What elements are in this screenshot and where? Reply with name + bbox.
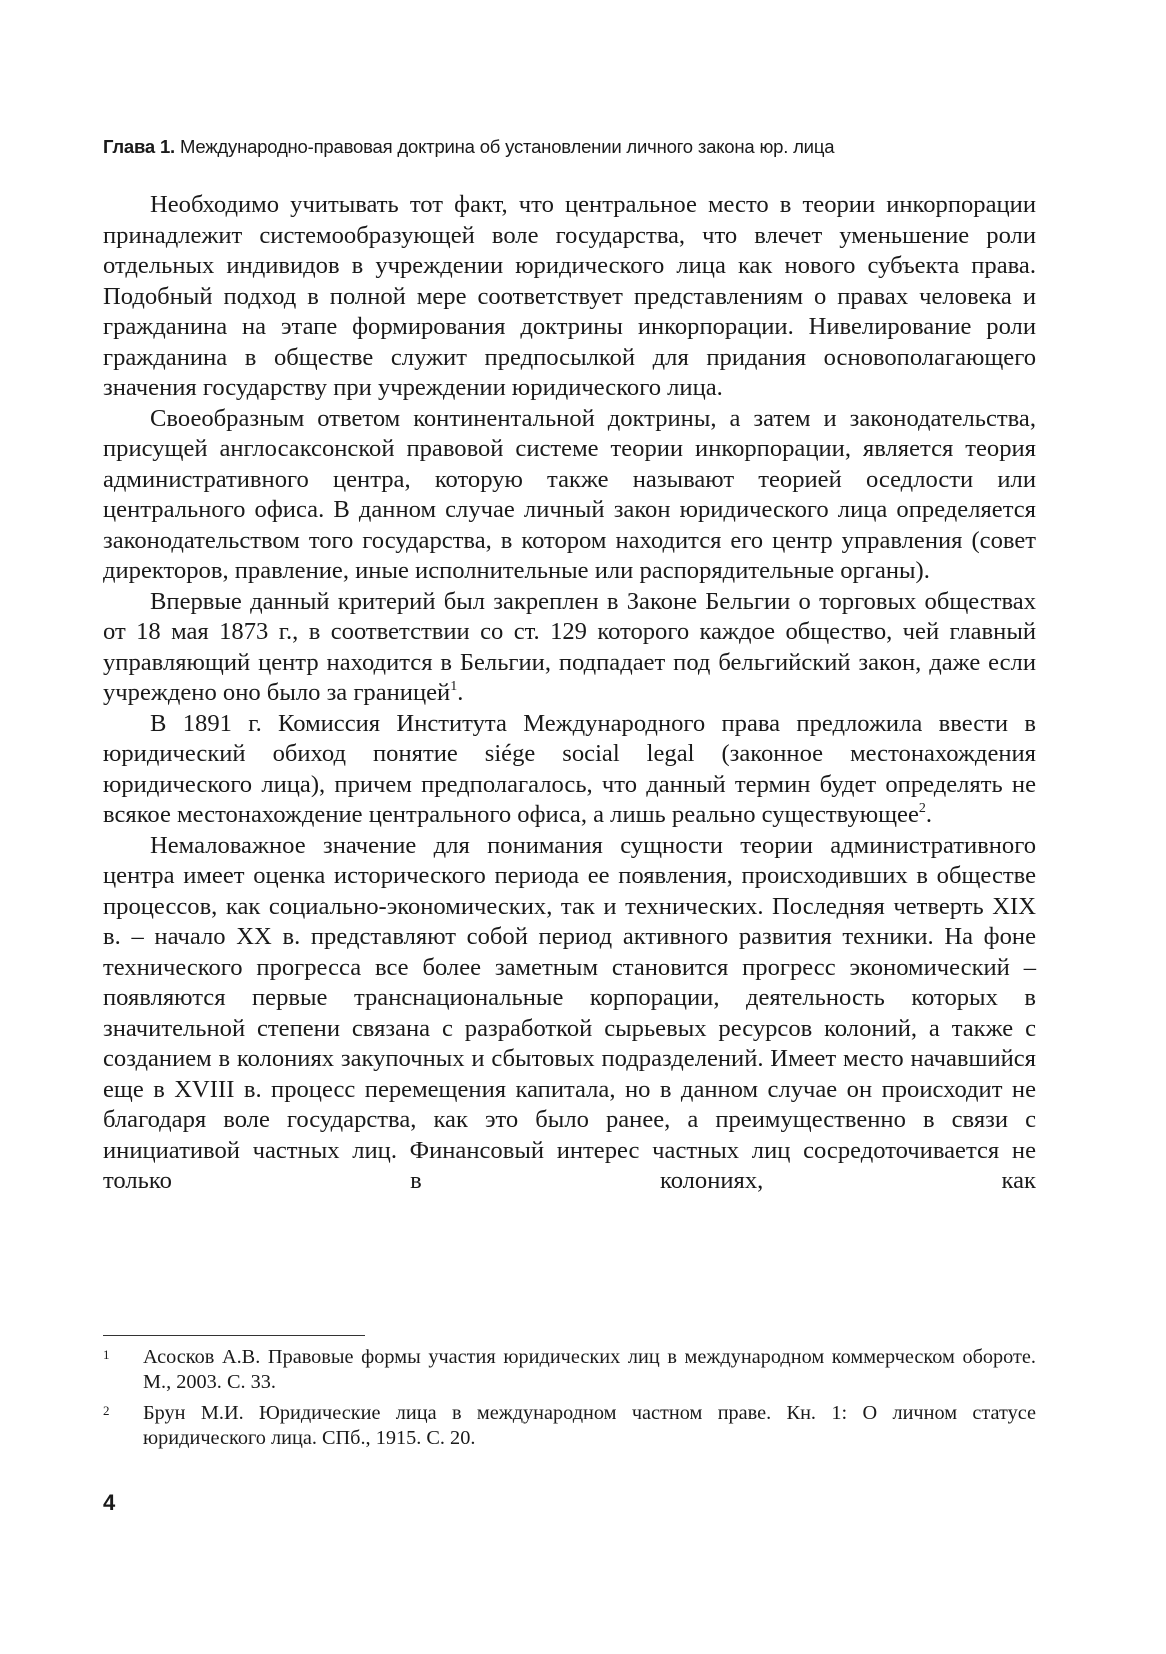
paragraph [103, 190, 1036, 404]
chapter-label: Глава 1. [103, 136, 175, 157]
footnote-number: 2 [103, 1403, 110, 1418]
body-text [103, 190, 1036, 1197]
paragraph-text: В 1891 г. Комиссия Института Международного права предложила ввести в юридический обиход понятие siége social legal (законное местонахождения юридического лица), причем предполагалось, что данный термин будет определять не всякое местонахождение центрального офиса, а лишь реально существующее [103, 709, 1036, 828]
paragraph [103, 404, 1036, 587]
paragraph-text: Впервые данный критерий был закреплен в Законе Бельгии о торговых обществах от 18 мая 1873 г., в соответствии со ст. 129 которого каждое общество, чей главный управляющий центр находится в Бельгии, подпадает под бельгийский закон, даже если учреждено оно было за границей [103, 587, 1036, 706]
footnote-text: Брун М.И. Юридические лица в международном частном праве. Кн. 1: О личном статусе юридического лица. СПб., 1915. С. 20. [143, 1402, 1036, 1449]
footnote-ref[interactable]: 1 [450, 678, 458, 694]
paragraph-text: Немаловажное значение для понимания сущности теории административного центра имеет оценка исторического периода ее появления, происходивших в обществе процессов, как социально-экономических, так и технических. Последняя четверть XIX в. – начало XX в. представляют собой период активного развития техники. На фоне технического прогресса все более заметным становится прогресс экономический – появляются первые транснациональные корпорации, деятельность которых в значительной степени связана с разработкой сырьевых ресурсов колоний, а также с созданием в колониях закупочных и сбытовых подразделений. Имеет место начавшийся еще в XVIII в. процесс перемещения капитала, но в данном случае он происходит не благодаря воле государства, как это было ранее, а преимущественно в связи с инициативой частных лиц. Финансовый интерес частных лиц сосредоточивается не только в колониях, как [103, 831, 1036, 1194]
paragraph: Впервые данный критерий был закреплен в Законе Бельгии о торговых обществах от 18 мая 1873 г., в соответствии со ст. 129 которого каждое общество, чей главный управляющий центр находится в Бельгии, подпадает под бельгийский закон, даже если учреждено оно было за границей$^1$. [103, 587, 1036, 706]
chapter-title: Международно-правовая доктрина об установлении личного закона юр. лица [179, 136, 835, 157]
footnote [103, 1401, 1036, 1451]
paragraph-text: Необходимо учитывать тот факт, что центральное место в теории инкорпорации принадлежит системообразующей воле государства, что влечет уменьшение роли отдельных индивидов в учреждении юридического лица как нового субъекта права. Подобный подход в полной мере соответствует представлениям о правах человека и гражданина на этапе формирования доктрины инкорпорации. Нивелирование роли гражданина в обществе служит предпосылкой для придания основополагающего значения государству при учреждении юридического лица. [103, 191, 1036, 401]
footnote [103, 1345, 1036, 1395]
paragraph-text: Своеобразным ответом континентальной доктрины, а затем и законодательства, присущей англосаксонской правовой системе теории инкорпорации, является теория административного центра, которую также называют теорией оседлости или центрального офиса. В данном случае личный закон юридического лица определяется законодательством того государства, в котором находится его центр управления (совет директоров, правление, иные исполнительные или распорядительные органы). [103, 404, 1036, 584]
footnotes [103, 1345, 1036, 1457]
footnote-ref[interactable]: 2 [918, 800, 926, 816]
footnote-text: Асосков А.В. Правовые формы участия юридических лиц в международном коммерческом обороте. М., 2003. С. 33. [143, 1346, 1036, 1393]
footnote-divider [103, 1335, 365, 1336]
page-number: 4 [103, 1490, 116, 1515]
footnote-number: 1 [103, 1347, 110, 1362]
paragraph [103, 831, 1036, 1197]
running-head [103, 136, 1063, 158]
paragraph: В 1891 г. Комиссия Института Международного права предложила ввести в юридический обиход понятие siége social legal (законное местонахождения юридического лица), причем предполагалось, что данный термин будет определять не всякое местонахождение центрального офиса, а лишь реально существующее$^2$. [103, 709, 1036, 828]
